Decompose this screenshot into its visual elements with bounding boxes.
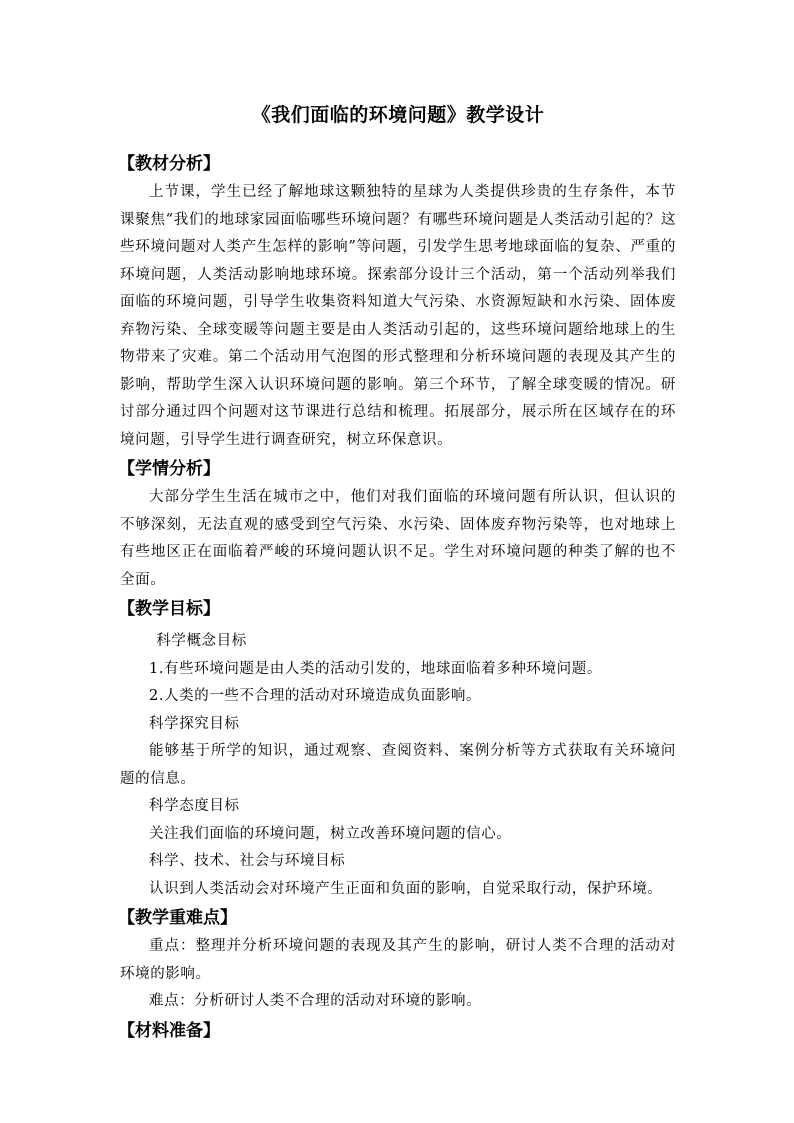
inquiry-goal-text: 能够基于所学的知识，通过观察、查阅资料、案例分析等方式获取有关环境问题的信息。 xyxy=(120,743,676,787)
section-teaching-goals xyxy=(120,594,676,903)
section-heading-students: 【学情分析】 xyxy=(118,459,220,479)
attitude-goal-text: 关注我们面临的环境问题，树立改善环境问题的信心。 xyxy=(149,825,512,842)
key-point-text: 重点：整理并分析环境问题的表现及其产生的影响，研讨人类不合理的活动对环境的影响。 xyxy=(120,938,676,982)
sts-goal-text: 认识到人类活动会对环境产生正面和负面的影响，自觉采取行动，保护环境。 xyxy=(149,880,663,897)
concept-goal-label: 科学概念目标 xyxy=(156,633,247,649)
attitude-goal-label: 科学态度目标 xyxy=(149,798,240,814)
difficult-point-text: 难点：分析研讨人类不合理的活动对环境的影响。 xyxy=(149,993,482,1009)
section-heading-materials: 【材料准备】 xyxy=(118,1020,220,1041)
student-analysis-paragraph: 大部分学生生活在城市之中，他们对我们面临的环境问题有所认识，但认识的不够深刻，无法直观的感受到空气污染、水污染、固体废弃物污染等，也对地球上有些地区正在面临着严峻的环境问题认识不足。学生对环境问题的种类了解的也不全面。 xyxy=(120,489,676,588)
concept-goal-item-1: 1.有些环境问题是由人类的活动引发的，地球面临着多种环境问题。 xyxy=(149,660,602,677)
section-heading-goals: 【教学目标】 xyxy=(118,599,220,619)
inquiry-goal-label: 科学探究目标 xyxy=(149,715,240,732)
sts-goal-label: 科学、技术、社会与环境目标 xyxy=(149,853,346,869)
section-materials xyxy=(120,1016,676,1046)
section-key-difficult-points xyxy=(120,903,676,1016)
document-title: 《我们面临的环境问题》教学设计 xyxy=(251,104,545,126)
concept-goal-item-2: 2.人类的一些不合理的活动对环境造成负面影响。 xyxy=(149,688,482,704)
section-student-analysis xyxy=(120,454,676,594)
textbook-analysis-paragraph: 上节课，学生已经了解地球这颗独特的星球为人类提供珍贵的生存条件，本节课聚焦“我们的地球家园面临哪些环境问题？有哪些环境问题是人类活动引起的？这些环境问题对人类产生怎样的影响”等问题，引发学生思考地球面临的复杂、严重的环境问题，人类活动影响地球环境。探索部分设计三个活动，第一个活动列举我们面临的环境问题，引导学生收集资料知道大气污染、水资源短缺和水污染、固体废弃物污染、全球变暖等问题主要是由人类活动引起的，这些环境问题给地球上的生物带来了灾难。第二个活动用气泡图的形式整理和分析环境问题的表现及其产生的影响，帮助学生深入认识环境问题的影响。第三个环节，了解全球变暖的情况。研讨部分通过四个问题对这节课进行总结和梳理。拓展部分，展示所在区域存在的环境问题，引导学生进行调查研究，树立环保意识。 xyxy=(120,184,676,448)
section-heading-textbook: 【教材分析】 xyxy=(118,154,220,174)
section-heading-keypoints: 【教学重难点】 xyxy=(118,908,237,928)
document-page xyxy=(120,100,676,1046)
section-textbook-analysis xyxy=(120,149,676,454)
